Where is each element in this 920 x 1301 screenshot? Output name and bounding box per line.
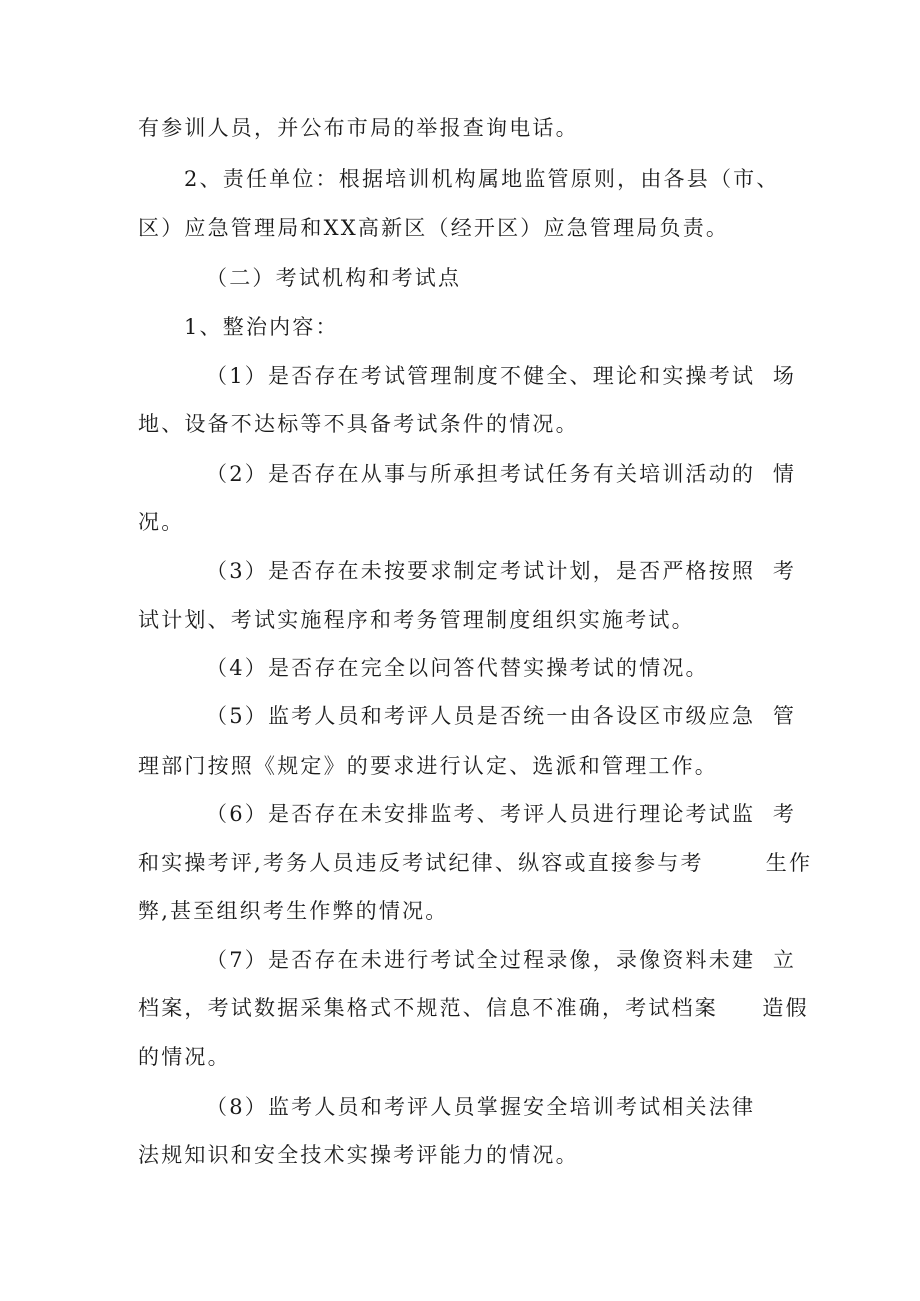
item-3-line-2: 试计划、考试实施程序和考务管理制度组织实施考试。 bbox=[138, 608, 695, 632]
item-5-line-2: 理部门按照《规定》的要求进行认定、选派和管理工作。 bbox=[138, 754, 718, 778]
item-2-line-2: 况。 bbox=[138, 510, 185, 534]
item-6-line-1: （6）是否存在未安排监考、考评人员进行理论考试监 考 bbox=[206, 802, 797, 826]
item-7-line-1: （7）是否存在未进行考试全过程录像，录像资料未建 立 bbox=[206, 948, 797, 972]
item-4-line-1: （4）是否存在完全以问答代替实操考试的情况。 bbox=[206, 656, 709, 680]
item-8-line-2: 法规知识和安全技术实操考评能力的情况。 bbox=[138, 1143, 579, 1167]
item-3-line-1: （3）是否存在未按要求制定考试计划，是否严格按照 考 bbox=[206, 559, 797, 583]
item-7-line-2: 档案，考试数据采集格式不规范、信息不准确，考试档案 造假 bbox=[138, 996, 809, 1020]
paragraph-line-1: 有参训人员，并公布市局的举报查询电话。 bbox=[138, 116, 579, 140]
item-6-line-2: 和实操考评,考务人员违反考试纪律、纵容或直接参与考 生作 bbox=[138, 851, 813, 875]
section-heading: （二）考试机构和考试点 bbox=[206, 266, 462, 290]
item-5-line-1: （5）监考人员和考评人员是否统一由各设区市级应急 管 bbox=[206, 704, 797, 728]
subheading-content: 1、整治内容： bbox=[184, 315, 339, 339]
item-2-line-1: （2）是否存在从事与所承担考试任务有关培训活动的 情 bbox=[206, 462, 797, 486]
item-8-line-1: （8）监考人员和考评人员掌握安全培训考试相关法律 bbox=[206, 1095, 756, 1119]
item-6-line-3: 弊,甚至组织考生作弊的情况。 bbox=[138, 899, 449, 923]
paragraph-line-2: 2、责任单位：根据培训机构属地监管原则，由各县（市、 bbox=[184, 167, 780, 191]
item-1-line-1: （1）是否存在考试管理制度不健全、理论和实操考试 场 bbox=[206, 364, 797, 388]
item-1-line-2: 地、设备不达标等不具备考试条件的情况。 bbox=[138, 412, 579, 436]
item-7-line-3: 的情况。 bbox=[138, 1045, 231, 1069]
paragraph-line-3: 区）应急管理局和XX高新区（经开区）应急管理局负责。 bbox=[138, 216, 730, 240]
